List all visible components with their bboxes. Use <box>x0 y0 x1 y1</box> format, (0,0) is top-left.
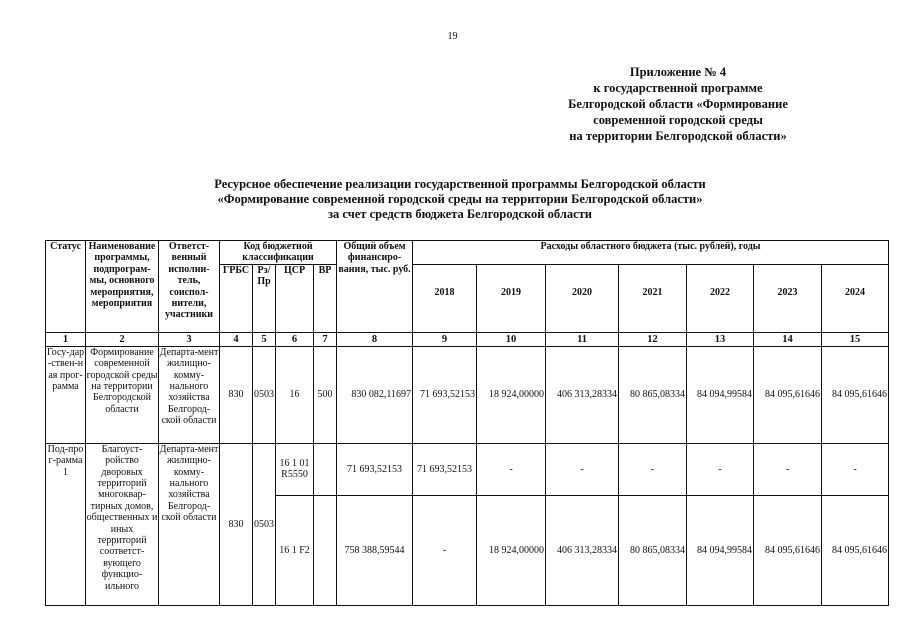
column-number: 10 <box>477 332 546 346</box>
subprogram-row-1 <box>46 443 889 495</box>
appendix-line: на территории Белгородской области» <box>569 129 787 143</box>
column-number: 13 <box>687 332 754 346</box>
appendix-line: Приложение № 4 <box>629 65 727 79</box>
program-executor: Департа-мент жилищно-комму-нального хозяйства Белгород-ской области <box>159 346 220 443</box>
column-number: 15 <box>822 332 889 346</box>
column-number: 6 <box>276 332 314 346</box>
header-year: 2023 <box>754 264 822 332</box>
appendix-note <box>518 64 838 144</box>
subprogram-rzpr: 0503 <box>253 443 276 605</box>
appendix-line: современной городской среды <box>593 113 763 127</box>
header-csr: ЦСР <box>276 264 314 332</box>
header-grbs: ГРБС <box>220 264 253 332</box>
program-csr: 16 <box>276 346 314 443</box>
subprogram-vr <box>314 443 337 495</box>
program-rzpr: 0503 <box>253 346 276 443</box>
header-expenses: Расходы областного бюджета (тыс. рублей), годы <box>413 241 889 265</box>
title-line: за счет средств бюджета Белгородской области <box>328 207 592 221</box>
program-total: 830 082,11697 <box>337 346 413 443</box>
subprogram-value: 80 865,08334 <box>619 495 687 605</box>
program-value: 71 693,52153 <box>413 346 477 443</box>
column-number: 9 <box>413 332 477 346</box>
program-name: Формирование современной городской среды на территории Белгородской области <box>86 346 159 443</box>
program-vr: 500 <box>314 346 337 443</box>
subprogram-value: 406 313,28334 <box>546 495 619 605</box>
header-year: 2021 <box>619 264 687 332</box>
program-grbs: 830 <box>220 346 253 443</box>
subprogram-value: - <box>822 443 889 495</box>
column-number: 1 <box>46 332 86 346</box>
header-year: 2018 <box>413 264 477 332</box>
title-line: Ресурсное обеспечение реализации государственной программы Белгородской области <box>214 177 706 191</box>
subprogram-value: 84 094,99584 <box>687 495 754 605</box>
subprogram-value: - <box>546 443 619 495</box>
subprogram-value: - <box>687 443 754 495</box>
document-title <box>150 177 770 222</box>
subprogram-name: Благоуст-ройство дворовых территорий многоквар-тирных домов, общественных и иных территорий соответст-вующего функцио-ильного <box>86 443 159 605</box>
title-line: «Формирование современной городской среды на территории Белгородской области» <box>217 192 703 206</box>
appendix-line: Белгородской области «Формирование <box>568 97 788 111</box>
column-number: 12 <box>619 332 687 346</box>
program-value: 80 865,08334 <box>619 346 687 443</box>
subprogram-value: - <box>754 443 822 495</box>
program-value: 406 313,28334 <box>546 346 619 443</box>
page-number: 19 <box>447 31 458 42</box>
subprogram-value: 84 095,61646 <box>822 495 889 605</box>
subprogram-value: 71 693,52153 <box>413 443 477 495</box>
program-value: 84 094,99584 <box>687 346 754 443</box>
column-number: 8 <box>337 332 413 346</box>
subprogram-value: 18 924,00000 <box>477 495 546 605</box>
header-total: Общий объем финансиро-вания, тыс. руб. <box>337 241 413 333</box>
program-value: 18 924,00000 <box>477 346 546 443</box>
subprogram-value: - <box>619 443 687 495</box>
subprogram-executor: Департа-мент жилищно-комму-нального хозяйства Белгород-ской области <box>159 443 220 605</box>
header-executor: Ответст-венный исполни-тель, соиспол-нители, участники <box>159 241 220 333</box>
subprogram-value: - <box>413 495 477 605</box>
subprogram-grbs: 830 <box>220 443 253 605</box>
header-year: 2022 <box>687 264 754 332</box>
header-status: Статус <box>46 241 86 333</box>
header-year: 2020 <box>546 264 619 332</box>
column-number: 5 <box>253 332 276 346</box>
header-budget-code: Код бюджетной классификации <box>220 241 337 265</box>
appendix-line: к государственной программе <box>593 81 763 95</box>
program-value: 84 095,61646 <box>754 346 822 443</box>
header-rzpr: Рз/ Пр <box>253 264 276 332</box>
funding-table <box>45 240 889 606</box>
column-number: 4 <box>220 332 253 346</box>
subprogram-value: - <box>477 443 546 495</box>
program-status: Госу-дар-ствен-ная прог-рамма <box>46 346 86 443</box>
program-row <box>46 346 889 443</box>
subprogram-total: 71 693,52153 <box>337 443 413 495</box>
subprogram-value: 84 095,61646 <box>754 495 822 605</box>
header-vr: ВР <box>314 264 337 332</box>
column-number: 3 <box>159 332 220 346</box>
header-row <box>46 241 889 265</box>
program-value: 84 095,61646 <box>822 346 889 443</box>
column-number: 11 <box>546 332 619 346</box>
subprogram-status: Под-прог-рамма 1 <box>46 443 86 605</box>
subprogram-vr <box>314 495 337 605</box>
subprogram-total: 758 388,59544 <box>337 495 413 605</box>
header-name: Наименование программы, подпрограм-мы, основного мероприятия, мероприятия <box>86 241 159 333</box>
column-number: 2 <box>86 332 159 346</box>
column-number-row <box>46 332 889 346</box>
column-number: 7 <box>314 332 337 346</box>
subprogram-csr: 16 1 01 R5550 <box>276 443 314 495</box>
subprogram-csr: 16 1 F2 <box>276 495 314 605</box>
column-number: 14 <box>754 332 822 346</box>
header-year: 2024 <box>822 264 889 332</box>
header-year: 2019 <box>477 264 546 332</box>
